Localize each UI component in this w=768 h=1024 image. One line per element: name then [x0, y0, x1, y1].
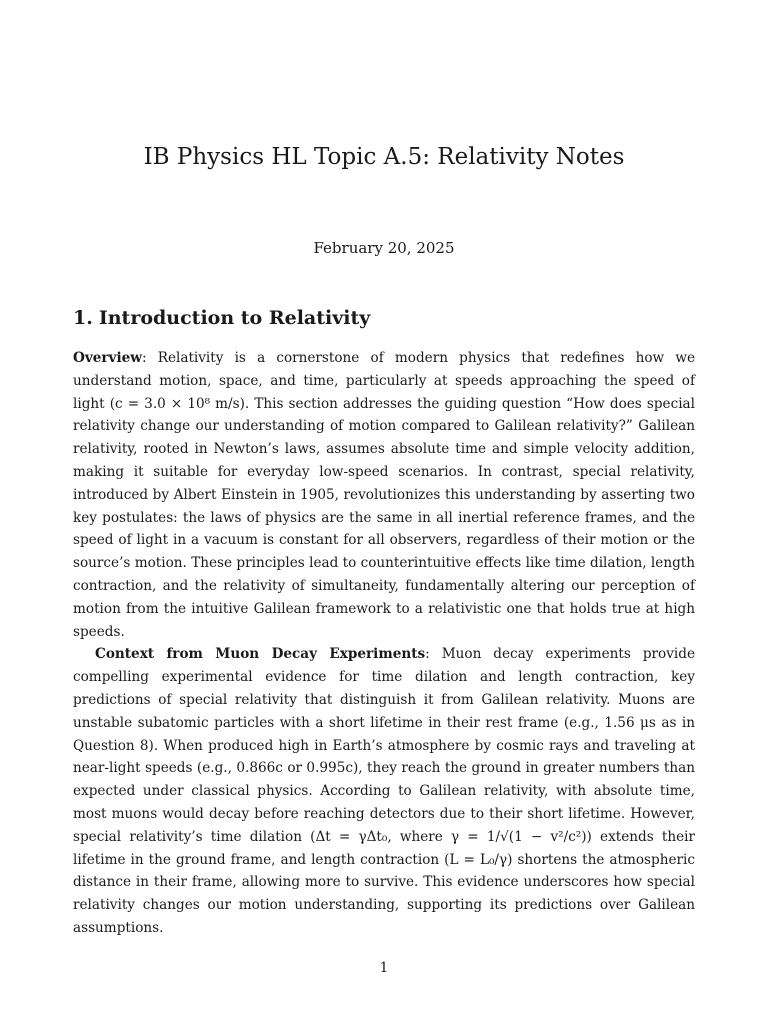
paragraph-muon-context [73, 643, 695, 939]
document-title: IB Physics HL Topic A.5: Relativity Notes [143, 144, 625, 170]
paragraph-text: : Muon decay experiments provide compelling experimental evidence for time dilation and length contraction, key predictions of special relativity that distinguish it from Galilean relativity. Muons are unstable subatomic particles with a short lifetime in their rest frame (e.g., 1.56 μs as in Question 8). When produced high in Earth’s atmosphere by cosmic rays and traveling at near-light speeds (e.g., 0.866c or 0.995c), they reach the ground in greater numbers than expected under classical physics. According to Galilean relativity, with absolute time, most muons would decay before reaching detectors due to their short lifetime. However, special relativity’s time dilation (Δt = γΔt₀, where γ = 1/√(1 − v²/c²)) extends their lifetime in the ground frame, and length contraction (L = L₀/γ) shortens the atmospheric distance in their frame, allowing more to survive. This evidence underscores how special relativity changes our motion understanding, supporting its predictions over Galilean assumptions. [73, 646, 695, 936]
paragraph-text: : Relativity is a cornerstone of modern physics that redefines how we understand motion, space, and time, particularly at speeds approaching the speed of light (c = 3.0 × 10⁸ m/s). This section addresses the guiding question “How does special relativity change our understanding of motion compared to Galilean relativity?” Galilean relativity, rooted in Newton’s laws, assumes absolute time and simple velocity addition, making it suitable for everyday low-speed scenarios. In contrast, special relativity, introduced by Albert Einstein in 1905, revolutionizes this understanding by asserting two key postulates: the laws of physics are the same in all inertial reference frames, and the speed of light in a vacuum is constant for all observers, regardless of their motion or the source’s motion. These principles lead to counterintuitive effects like time dilation, length contraction, and the relativity of simultaneity, fundamentally altering our perception of motion from the intuitive Galilean framework to a relativistic one that holds true at high speeds. [73, 350, 695, 640]
section-body [73, 347, 695, 940]
section-title: Introduction to Relativity [98, 307, 371, 329]
paragraph-lead: Context from Muon Decay Experiments [95, 646, 426, 663]
paragraph-overview [73, 347, 695, 643]
document-date: February 20, 2025 [313, 239, 455, 257]
section-heading [73, 307, 370, 329]
paragraph-lead: Overview [73, 350, 142, 366]
page-number: 1 [379, 960, 389, 976]
section-number: 1. [73, 307, 93, 329]
